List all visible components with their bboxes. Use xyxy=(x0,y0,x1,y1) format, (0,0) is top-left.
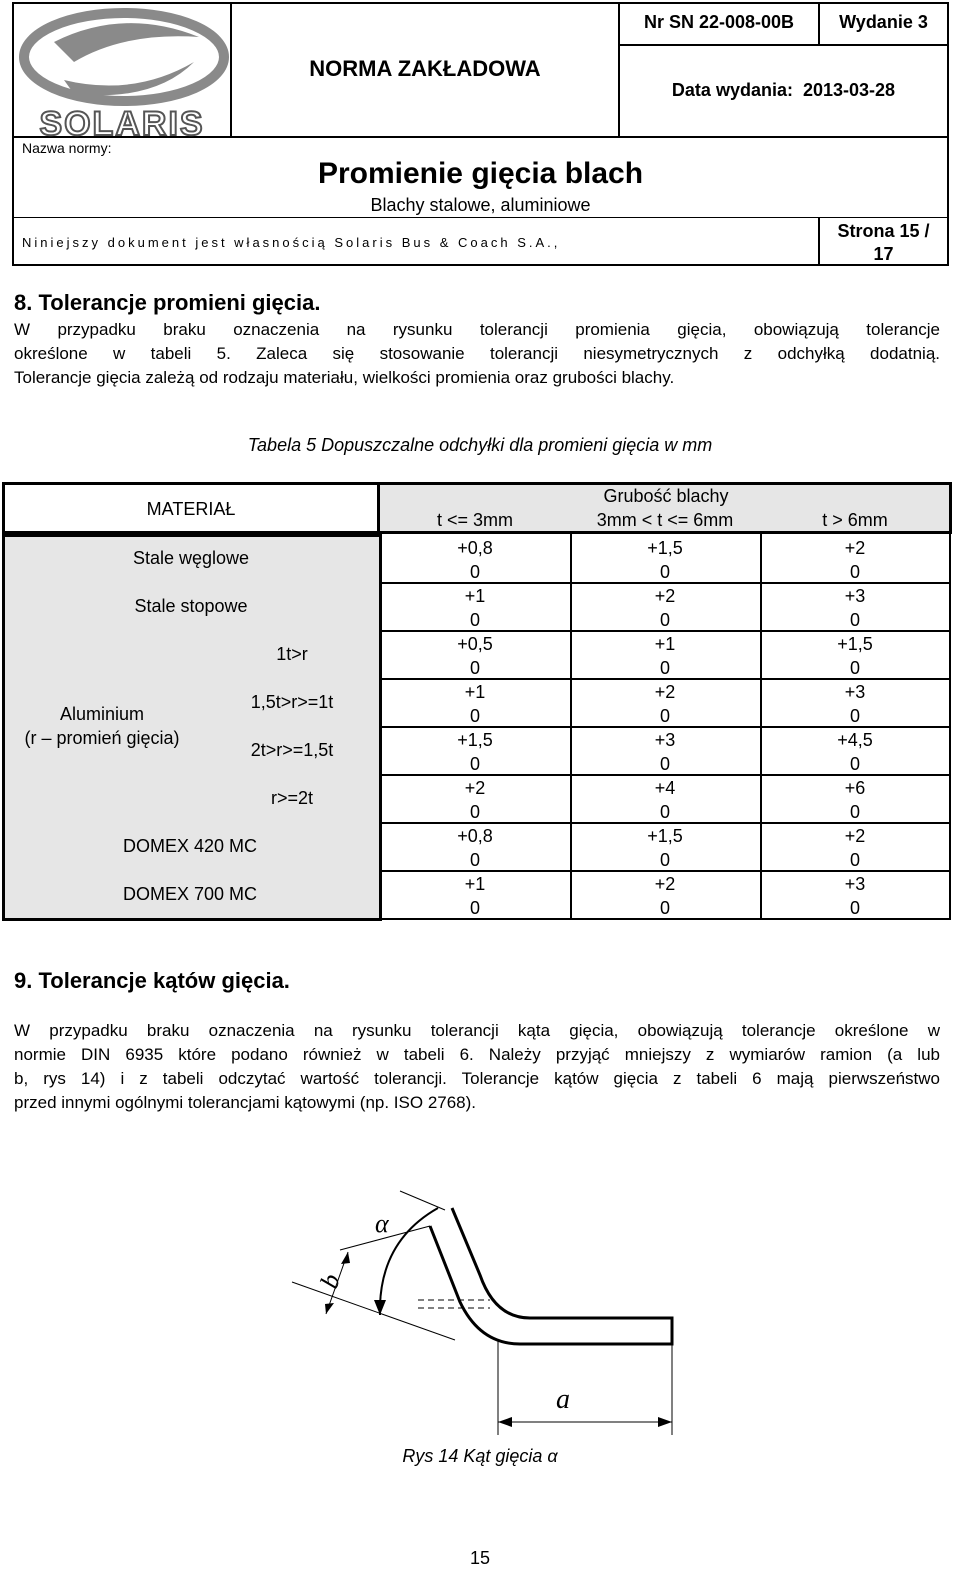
upper-deviation: +2 xyxy=(654,874,676,894)
material-domex-420: DOMEX 420 MC xyxy=(122,836,258,856)
lower-deviation: 0 xyxy=(659,706,670,726)
section8-line: Tolerancje gięcia zależą od rodzaju materiału, wielkości promienia oraz grubości blachy. xyxy=(14,368,675,387)
section9-line: b, rys 14) i z tabeli odczytać wartość tolerancji. Tolerancje kątów gięcia z tabeli 6 mają pierwszeństwo xyxy=(14,1069,940,1088)
issue-date-label: Data wydania: xyxy=(671,80,793,100)
lower-deviation: 0 xyxy=(849,562,860,582)
table-cell xyxy=(570,536,760,584)
table-cell xyxy=(570,680,760,728)
lower-deviation: 0 xyxy=(849,754,860,774)
lower-deviation: 0 xyxy=(469,802,480,822)
page-title: Promienie gięcia blach xyxy=(317,157,644,190)
lower-deviation: 0 xyxy=(659,562,670,582)
upper-deviation: +2 xyxy=(844,538,866,558)
bend-angle-figure xyxy=(280,1190,700,1440)
table-cell xyxy=(760,776,950,824)
material-header-cell xyxy=(2,482,380,534)
upper-deviation: +1 xyxy=(464,586,486,606)
aluminium-radius-2: 1,5t>r>=1t xyxy=(250,692,334,712)
upper-deviation: +1,5 xyxy=(647,538,683,558)
upper-deviation: +1,5 xyxy=(837,634,873,654)
solaris-logo xyxy=(14,2,230,138)
table-cell xyxy=(760,680,950,728)
material-aluminium-note: (r – promień gięcia) xyxy=(24,728,180,748)
table-cell xyxy=(760,824,950,872)
lower-deviation: 0 xyxy=(659,850,670,870)
lower-deviation: 0 xyxy=(469,898,480,918)
name-label: Nazwa normy: xyxy=(22,140,112,156)
table-caption: Tabela 5 Dopuszczalne odchyłki dla promieni gięcia w mm xyxy=(247,435,713,455)
table-cell xyxy=(380,584,570,632)
section9-text xyxy=(14,1019,940,1115)
upper-deviation: +2 xyxy=(464,778,486,798)
table-cell xyxy=(570,728,760,776)
lower-deviation: 0 xyxy=(659,754,670,774)
upper-deviation: +3 xyxy=(844,586,866,606)
edition: Wydanie 3 xyxy=(839,12,928,32)
upper-deviation: +2 xyxy=(654,682,676,702)
table-cell xyxy=(570,776,760,824)
material-header: MATERIAŁ xyxy=(146,499,236,519)
lower-deviation: 0 xyxy=(659,802,670,822)
upper-deviation: +1 xyxy=(464,874,486,894)
material-carbon-steel: Stale węglowe xyxy=(132,548,250,568)
upper-deviation: +0,8 xyxy=(457,826,493,846)
upper-deviation: +2 xyxy=(844,826,866,846)
page-number: 15 xyxy=(469,1548,491,1568)
upper-deviation: +2 xyxy=(654,586,676,606)
table-cell xyxy=(380,872,570,920)
ownership-note: Niniejszy dokument jest własnością Solaris Bus & Coach S.A., xyxy=(22,235,561,250)
section9-line: przed innymi ogólnymi tolerancjami kątowymi (np. ISO 2768). xyxy=(14,1093,477,1112)
lower-deviation: 0 xyxy=(469,658,480,678)
lower-deviation: 0 xyxy=(469,562,480,582)
section9-line: W przypadku braku oznaczenia na rysunku tolerancji kąta gięcia, obowiązują tolerancje określone w xyxy=(14,1021,940,1040)
lower-deviation: 0 xyxy=(849,850,860,870)
lower-deviation: 0 xyxy=(659,898,670,918)
table-cell xyxy=(760,728,950,776)
norm-type: NORMA ZAKŁADOWA xyxy=(309,56,541,81)
aluminium-radius-3: 2t>r>=1,5t xyxy=(250,740,334,760)
upper-deviation: +1 xyxy=(464,682,486,702)
upper-deviation: +3 xyxy=(844,682,866,702)
page-subtitle: Blachy stalowe, aluminiowe xyxy=(370,195,591,215)
material-alloy-steel: Stale stopowe xyxy=(134,596,248,616)
lower-deviation: 0 xyxy=(849,706,860,726)
table-cell xyxy=(380,680,570,728)
upper-deviation: +0,8 xyxy=(457,538,493,558)
issue-date-value: 2013-03-28 xyxy=(802,80,896,100)
table-cell xyxy=(380,776,570,824)
upper-deviation: +0,5 xyxy=(457,634,493,654)
table-cell xyxy=(380,728,570,776)
table-cell xyxy=(760,872,950,920)
lower-deviation: 0 xyxy=(469,610,480,630)
aluminium-radius-1: 1t>r xyxy=(276,644,308,664)
aluminium-radius-4: r>=2t xyxy=(270,788,314,808)
page-label: Strona 15 / xyxy=(837,221,930,241)
material-aluminium: Aluminium xyxy=(59,704,145,724)
table-cell xyxy=(570,632,760,680)
upper-deviation: +1,5 xyxy=(457,730,493,750)
table-cell xyxy=(570,872,760,920)
lower-deviation: 0 xyxy=(849,658,860,678)
b-label: b xyxy=(314,1269,347,1293)
norm-number: Nr SN 22-008-00B xyxy=(643,12,795,32)
lower-deviation: 0 xyxy=(469,850,480,870)
lower-deviation: 0 xyxy=(469,706,480,726)
section9-title: 9. Tolerancje kątów gięcia. xyxy=(14,968,290,993)
upper-deviation: +3 xyxy=(844,874,866,894)
material-domex-700: DOMEX 700 MC xyxy=(122,884,258,904)
lower-deviation: 0 xyxy=(659,658,670,678)
lower-deviation: 0 xyxy=(659,610,670,630)
table-cell xyxy=(380,824,570,872)
table-cell xyxy=(570,824,760,872)
column-header: 3mm < t <= 6mm xyxy=(596,510,734,530)
lower-deviation: 0 xyxy=(469,754,480,774)
table-cell xyxy=(760,632,950,680)
upper-deviation: +6 xyxy=(844,778,866,798)
table-cell xyxy=(380,632,570,680)
section8-line: określone w tabeli 5. Zaleca się stosowanie tolerancji niesymetrycznych z odchyłką dodatnią. xyxy=(14,344,940,363)
table-cell xyxy=(760,584,950,632)
upper-deviation: +3 xyxy=(654,730,676,750)
page-indicator xyxy=(820,220,947,266)
a-label: a xyxy=(556,1384,570,1415)
thickness-header: Grubość blachy xyxy=(603,486,729,506)
lower-deviation: 0 xyxy=(849,802,860,822)
logo-text: SOLARIS xyxy=(39,105,205,138)
page-total: 17 xyxy=(873,244,894,264)
lower-deviation: 0 xyxy=(849,898,860,918)
alpha-label: α xyxy=(375,1209,389,1238)
lower-deviation: 0 xyxy=(849,610,860,630)
figure-caption: Rys 14 Kąt gięcia α xyxy=(402,1446,558,1466)
section9-line: normie DIN 6935 które podano również w tabeli 6. Należy przyjąć mniejszy z wymiarów ramion (a lub xyxy=(14,1045,940,1064)
upper-deviation: +1 xyxy=(654,634,676,654)
upper-deviation: +1,5 xyxy=(647,826,683,846)
upper-deviation: +4,5 xyxy=(837,730,873,750)
section8-text xyxy=(14,318,940,390)
table-cell xyxy=(570,584,760,632)
section8-title: 8. Tolerancje promieni gięcia. xyxy=(14,290,321,315)
column-header: t > 6mm xyxy=(822,510,888,530)
table-cell xyxy=(760,536,950,584)
section8-line: W przypadku braku oznaczenia na rysunku tolerancji promienia gięcia, obowiązują tolerancje xyxy=(14,320,940,339)
issue-date xyxy=(620,80,947,101)
column-header: t <= 3mm xyxy=(436,510,514,530)
table-cell xyxy=(380,536,570,584)
upper-deviation: +4 xyxy=(654,778,676,798)
